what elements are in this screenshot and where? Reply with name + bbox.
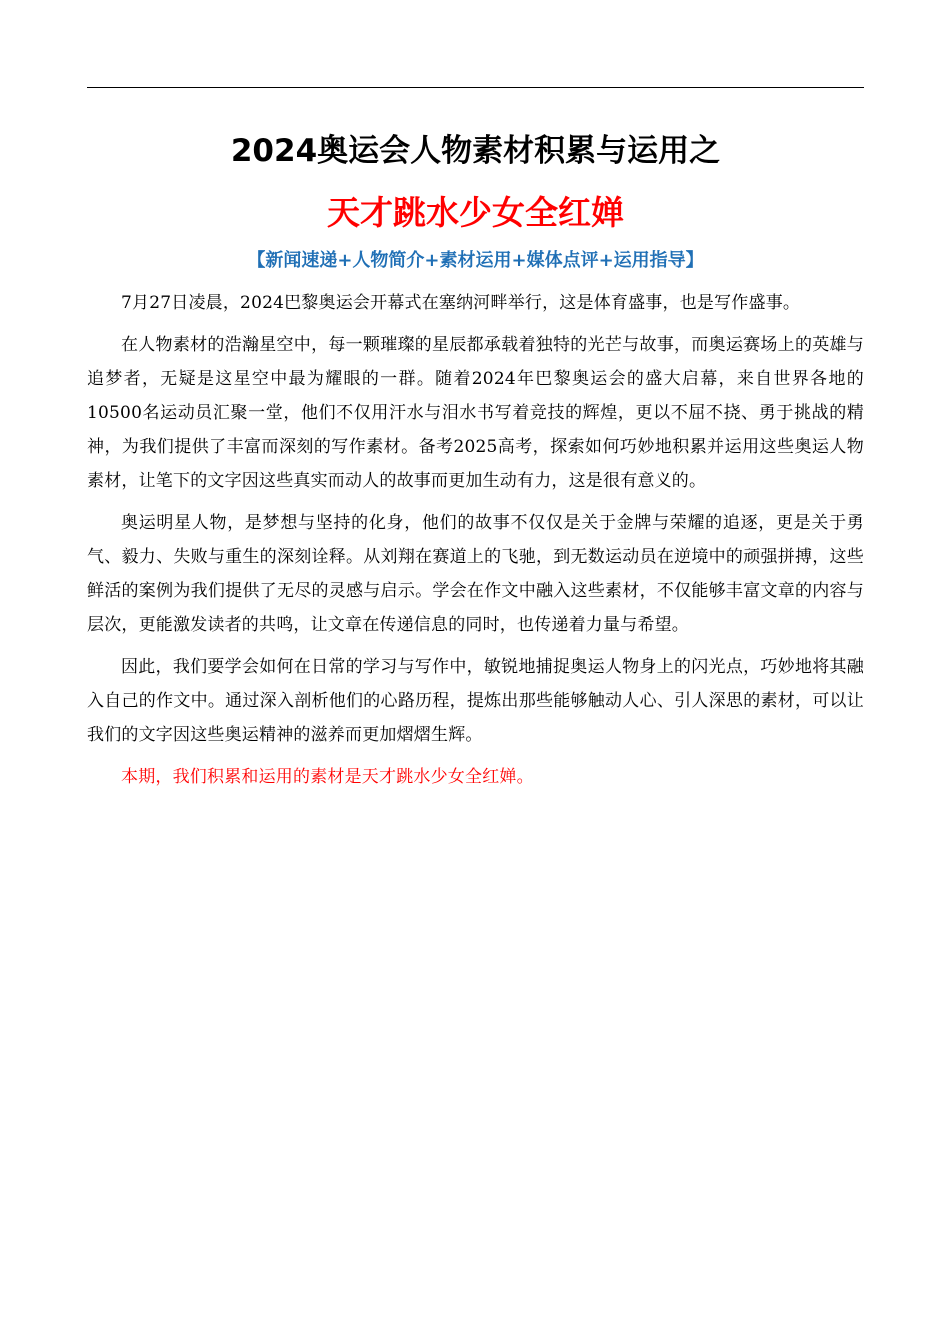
paragraph-intro: 7月27日凌晨，2024巴黎奥运会开幕式在塞纳河畔举行，这是体育盛事，也是写作盛事。 — [121, 293, 801, 313]
paragraph-olympic-stars: 奥运明星人物，是梦想与坚持的化身，他们的故事不仅仅是关于金牌与荣耀的追逐，更是关于勇气、毅力、失败与重生的深刻诠释。从刘翔在赛道上的飞驰，到无数运动员在逆境中的顽强拼搏，这些鲜活的案例为我们提供了无尽的灵感与启示。学会在作文中融入这些素材，不仅能够丰富文章的内容与层次，更能激发读者的共鸣，让文章在传递信息的同时，也传递着力量与希望。 — [87, 513, 864, 635]
article-body — [87, 286, 864, 802]
document-title: 2024奥运会人物素材积累与运用之 — [230, 133, 721, 169]
section-tagline: 【新闻速递+人物简介+素材运用+媒体点评+运用指导】 — [247, 250, 704, 271]
document-subtitle: 天才跳水少女全红婵 — [327, 193, 624, 232]
closing-note: 本期，我们积累和运用的素材是天才跳水少女全红婵。 — [121, 767, 534, 787]
header-rule — [87, 87, 864, 88]
paragraph-background: 在人物素材的浩瀚星空中，每一颗璀璨的星辰都承载着独特的光芒与故事，而奥运赛场上的英雄与追梦者，无疑是这星空中最为耀眼的一群。随着2024年巴黎奥运会的盛大启幕，来自世界各地的10500名运动员汇聚一堂，他们不仅用汗水与泪水书写着竞技的辉煌，更以不屈不挠、勇于挑战的精神，为我们提供了丰富而深刻的写作素材。备考2025高考，探索如何巧妙地积累并运用这些奥运人物素材，让笔下的文字因这些真实而动人的故事而更加生动有力，这是很有意义的。 — [87, 335, 864, 491]
paragraph-conclusion: 因此，我们要学会如何在日常的学习与写作中，敏锐地捕捉奥运人物身上的闪光点，巧妙地将其融入自己的作文中。通过深入剖析他们的心路历程，提炼出那些能够触动人心、引人深思的素材，可以让我们的文字因这些奥运精神的滋养而更加熠熠生辉。 — [87, 657, 864, 745]
